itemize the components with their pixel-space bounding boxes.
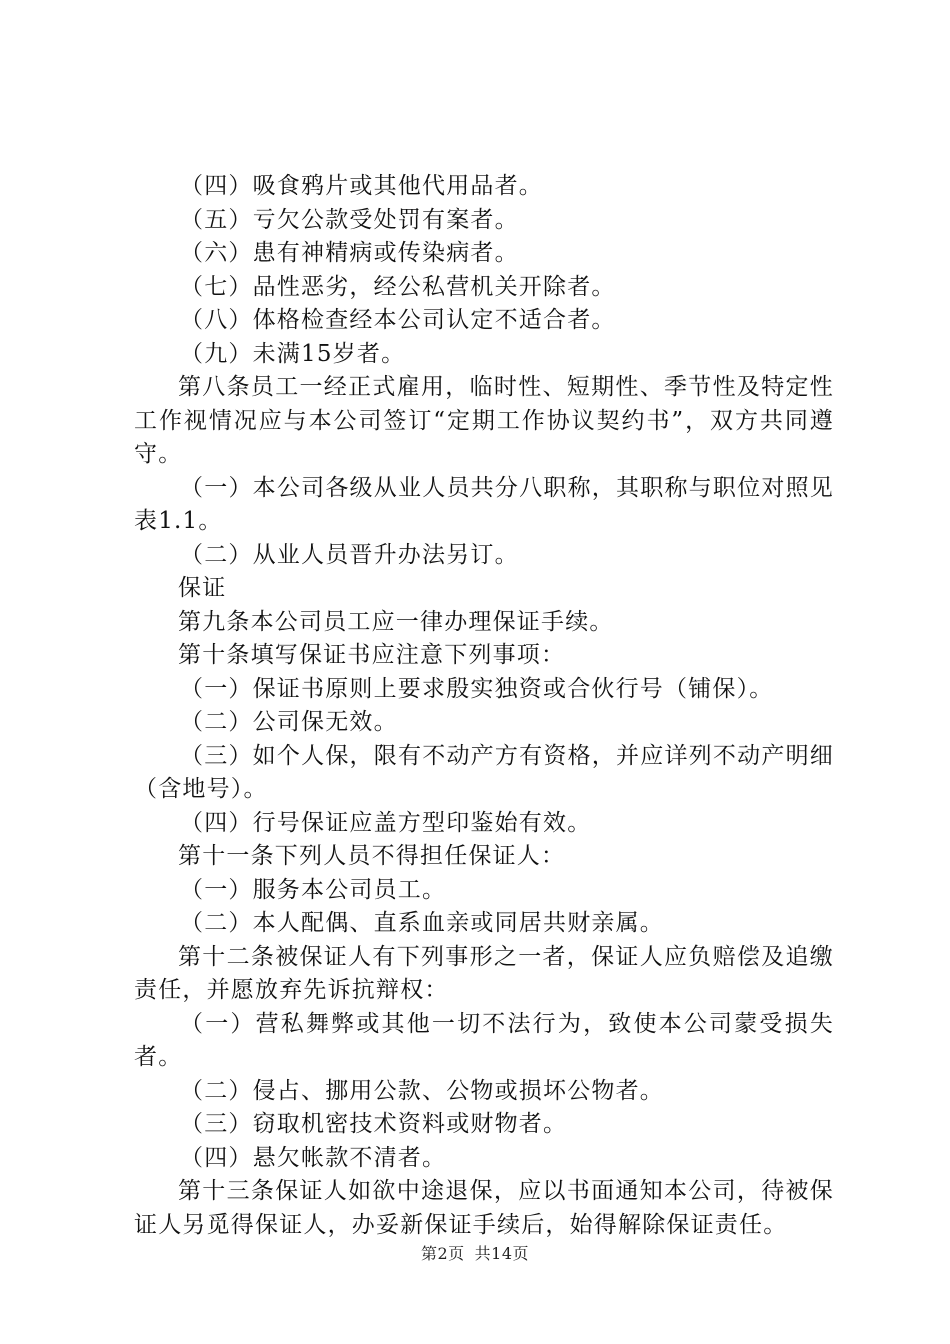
article-12-item-4: （四）悬欠帐款不清者。 [180,1144,447,1171]
article-8-item-1: （一）本公司各级从业人员共分八职称，其职称与职位对照见表1.1。 [134,474,834,534]
list-item-7: （七）品性恶劣，经公私营机关开除者。 [180,273,616,300]
article-10-item-3: （三）如个人保，限有不动产方有资格，并应详列不动产明细（含地号）。 [134,742,834,802]
article-10-item-2: （二）公司保无效。 [180,709,398,735]
document-body [134,170,834,1242]
list-item-5: （五）亏欠公款受处罚有案者。 [180,206,519,233]
article-9: 第九条本公司员工应一律办理保证手续。 [178,608,614,635]
article-8: 第八条员工一经正式雇用，临时性、短期性、季节性及特定性工作视情况应与本公司签订“定期工作协议契约书”，双方共同遵守。 [134,374,834,467]
article-12-item-2: （二）侵占、挪用公款、公物或损坏公物者。 [180,1077,664,1104]
article-13: 第十三条保证人如欲中途退保，应以书面通知本公司，待被保证人另觅得保证人，办妥新保证手续后，始得解除保证责任。 [134,1178,834,1238]
article-12: 第十二条被保证人有下列事形之一者，保证人应负赔偿及追缴责任，并愿放弃先诉抗辩权： [134,943,834,1003]
article-12-item-1: （一）营私舞弊或其他一切不法行为，致使本公司蒙受损失者。 [134,1010,834,1070]
article-8-item-2: （二）从业人员晋升办法另订。 [180,541,519,568]
article-11-item-2: （二）本人配偶、直系血亲或同居共财亲属。 [180,910,664,936]
page-footer [0,1241,950,1264]
article-10-item-1: （一）保证书原则上要求殷实独资或合伙行号（铺保）。 [180,675,774,702]
article-10: 第十条填写保证书应注意下列事项： [178,642,566,668]
article-11-item-1: （一）服务本公司员工。 [180,876,447,903]
section-heading-guarantee: 保证 [178,575,227,601]
list-item-9: （九）未满15岁者。 [180,340,406,367]
list-item-4: （四）吸食鸦片或其他代用品者。 [180,173,543,199]
list-item-8: （八）体格检查经本公司认定不适合者。 [180,307,616,333]
article-12-item-3: （三）窃取机密技术资料或财物者。 [180,1111,568,1137]
article-11: 第十一条下列人员不得担任保证人： [178,843,566,869]
list-item-6: （六）患有神精病或传染病者。 [180,240,519,266]
article-10-item-4: （四）行号保证应盖方型印鉴始有效。 [180,809,592,836]
page-total: 共14页 [474,1244,530,1263]
page-number: 第2页 [420,1244,465,1263]
